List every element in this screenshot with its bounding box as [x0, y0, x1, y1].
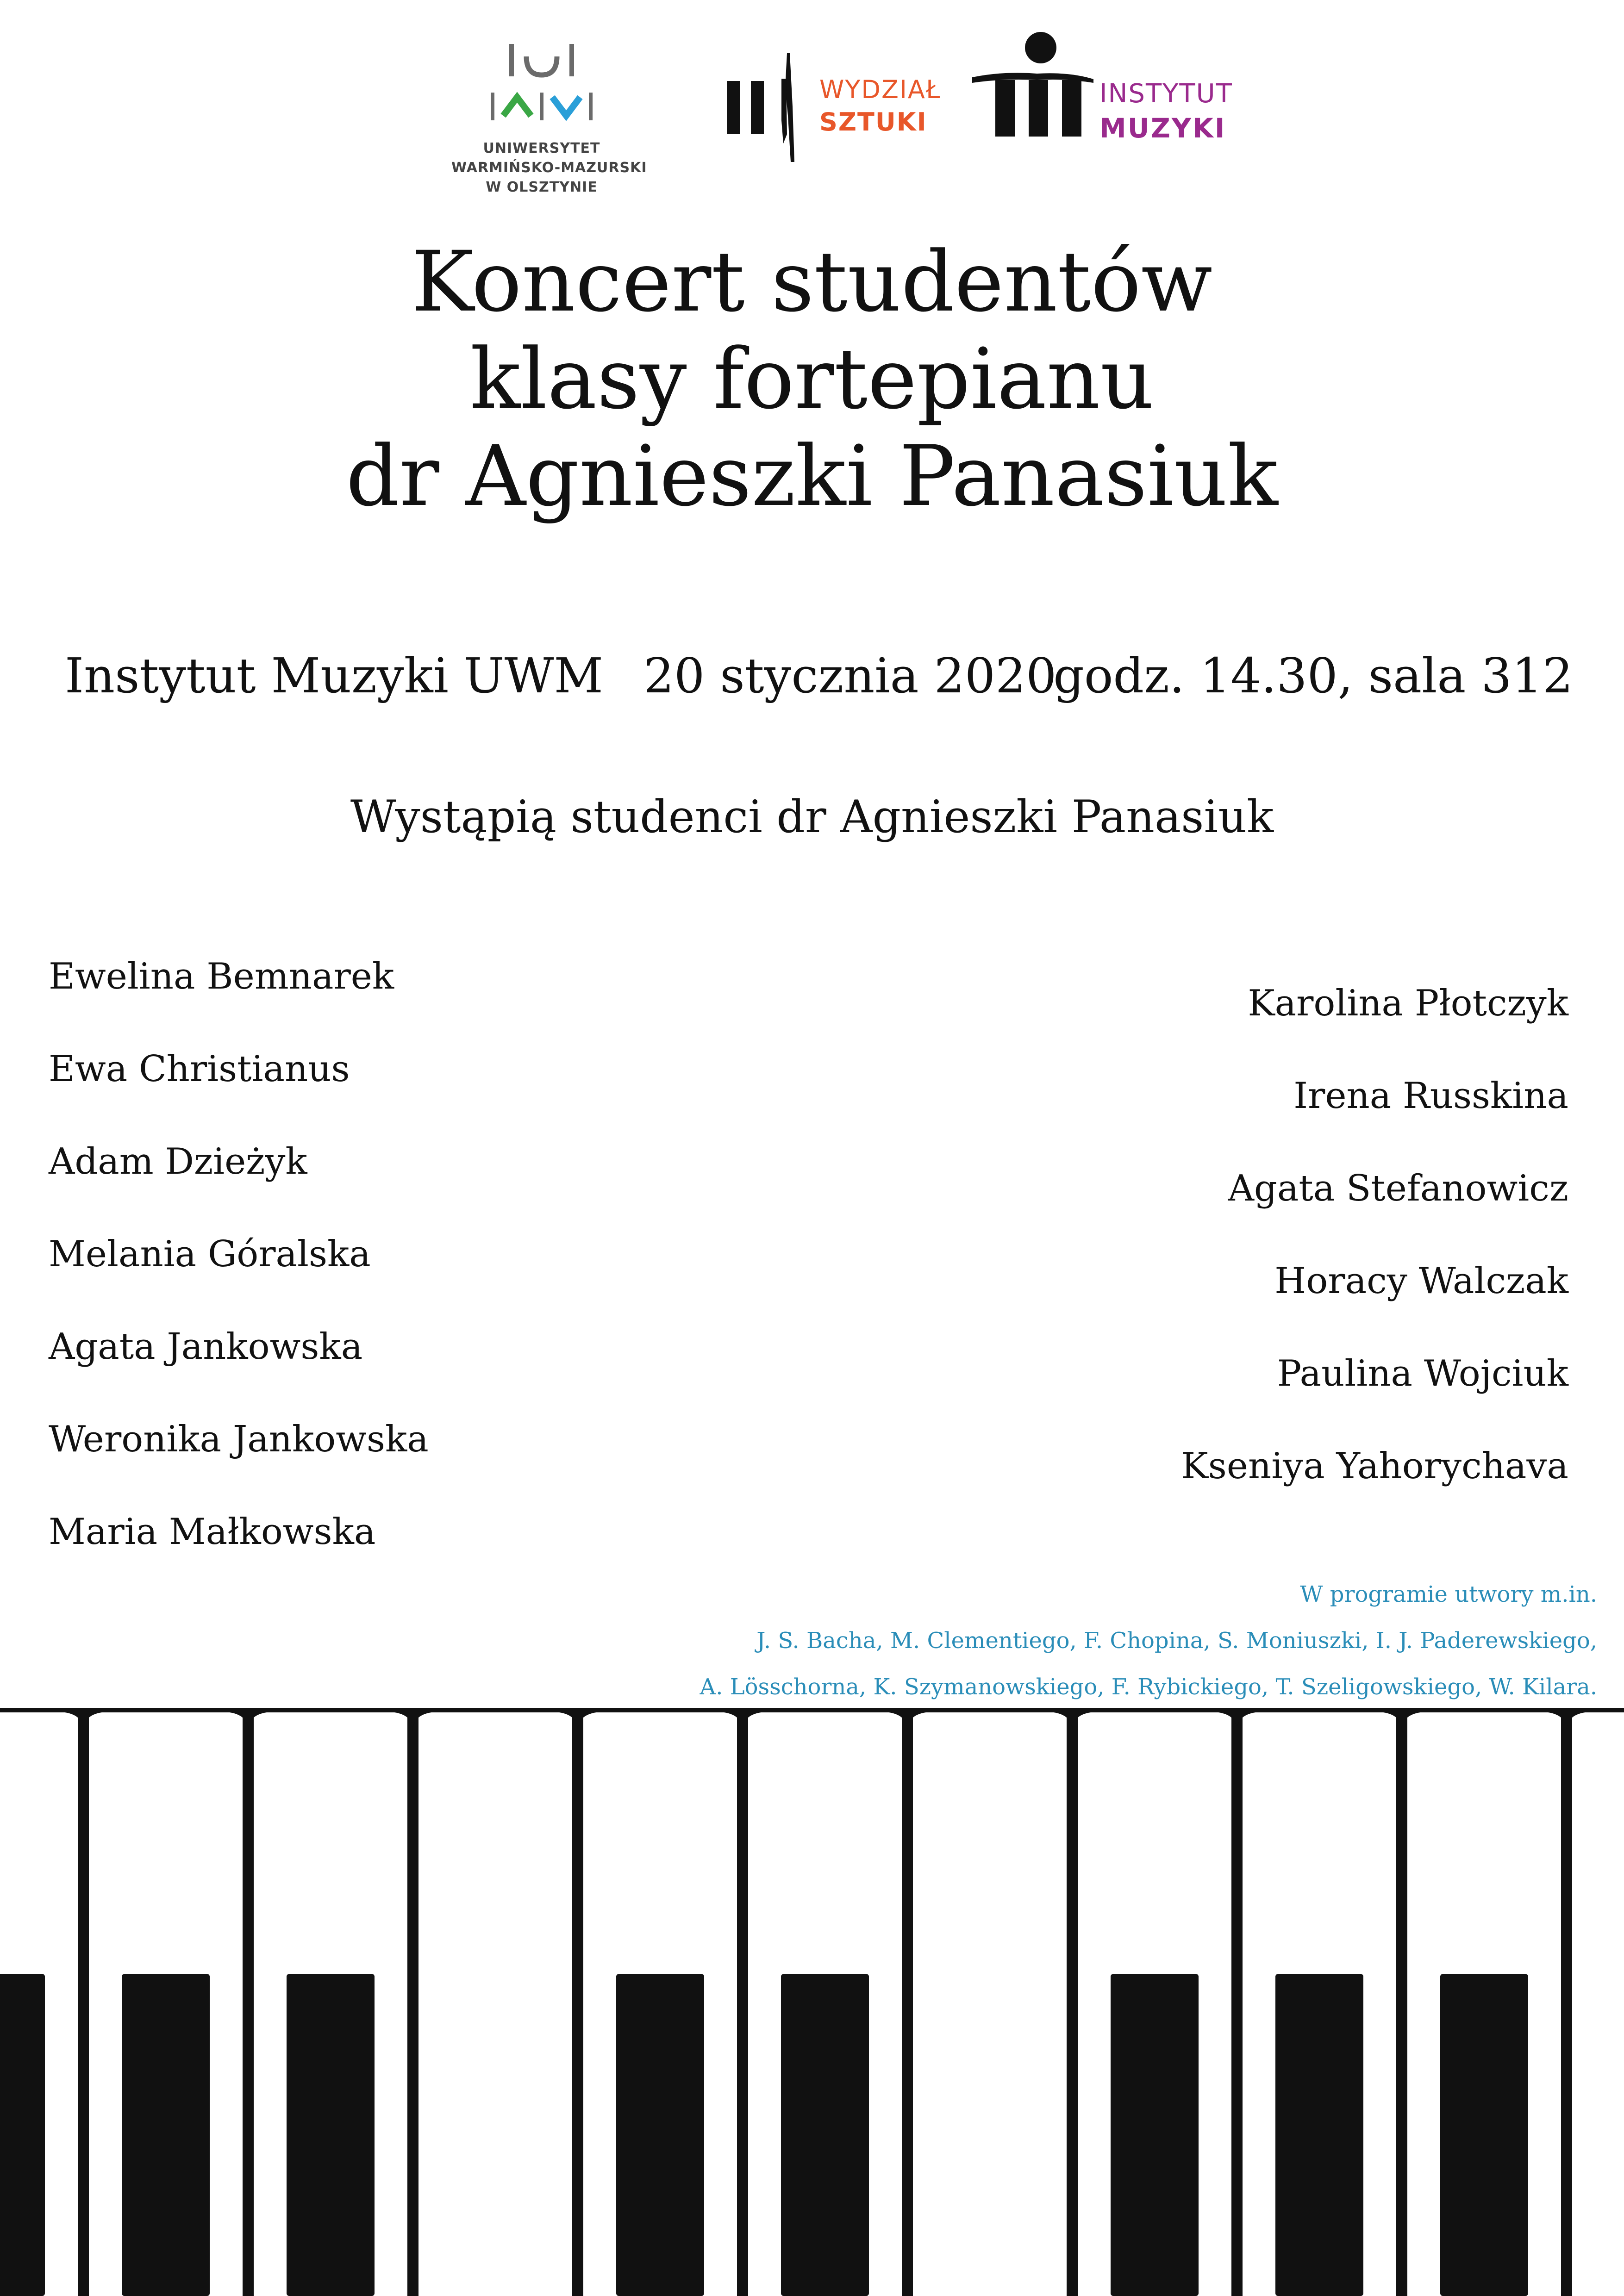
black-key [0, 1974, 45, 2296]
student-name: Adam Dzieżyk [49, 1141, 307, 1182]
key-separator [1396, 1708, 1407, 2296]
key-separator-cap [1548, 1712, 1585, 1731]
black-key [616, 1974, 704, 2296]
event-date: 20 stycznia 2020 [643, 647, 1057, 704]
key-separator-cap [65, 1712, 102, 1731]
student-name: Kseniya Yahorychava [1181, 1445, 1568, 1487]
key-separator [1067, 1708, 1078, 2296]
key-separator [572, 1708, 583, 2296]
student-name: Karolina Płotczyk [1248, 983, 1568, 1024]
key-separator [737, 1708, 748, 2296]
program-line-2: J. S. Bacha, M. Clementiego, F. Chopina, S. Moniuszki, I. J. Paderewskiego, [756, 1628, 1597, 1654]
black-key [781, 1974, 869, 2296]
sztuki-label: SZTUKI [819, 107, 927, 137]
event-time: godz. 14.30, sala 312 [1053, 647, 1573, 704]
student-name: Ewa Christianus [49, 1048, 350, 1090]
student-name: Maria Małkowska [49, 1511, 376, 1553]
uwm-logo [451, 42, 647, 204]
uwm-name-line-3: W OLSZTYNIE [486, 179, 598, 195]
key-separator [902, 1708, 913, 2296]
uwm-name-line-2: WARMIŃSKO-MAZURSKI [451, 160, 647, 176]
student-name: Irena Russkina [1293, 1075, 1568, 1117]
program-line-3: A. Lösschorna, K. Szymanowskiego, F. Rybickiego, T. Szeligowskiego, W. Kilara. [700, 1674, 1597, 1700]
event-place: Instytut Muzyki UWM [65, 647, 603, 704]
key-separator [1561, 1708, 1572, 2296]
key-separator [243, 1708, 254, 2296]
title-line-2: klasy fortepianu [470, 331, 1154, 428]
performers-heading: Wystąpią studenci dr Agnieszki Panasiuk [350, 791, 1274, 843]
instytut-label: INSTYTUT [1099, 79, 1233, 109]
key-separator-cap [1383, 1712, 1420, 1731]
wydzial-label: WYDZIAŁ [819, 75, 941, 104]
student-name: Weronika Jankowska [49, 1419, 429, 1460]
black-key [1440, 1974, 1528, 2296]
students-left-column [49, 930, 429, 1578]
key-separator-cap [1054, 1712, 1091, 1731]
instytut-muzyki-logo [972, 25, 1250, 155]
student-name: Ewelina Bemnarek [49, 956, 394, 997]
uwm-name [451, 139, 647, 197]
piano-keyboard [0, 1708, 1624, 2296]
key-separator-cap [1218, 1712, 1255, 1731]
black-key [1111, 1974, 1199, 2296]
wydzial-sztuki-logo [727, 51, 958, 167]
student-name: Agata Jankowska [49, 1326, 363, 1368]
muzyki-label: MUZYKI [1099, 112, 1226, 144]
black-key [1275, 1974, 1363, 2296]
concert-title [0, 234, 1624, 525]
title-line-3: dr Agnieszki Panasiuk [346, 428, 1278, 525]
key-separator [78, 1708, 89, 2296]
program-note [700, 1571, 1597, 1710]
student-name: Paulina Wojciuk [1277, 1353, 1568, 1394]
program-line-1: W programie utwory m.in. [1300, 1581, 1597, 1607]
key-separator-cap [889, 1712, 926, 1731]
key-separator [1231, 1708, 1243, 2296]
wydzial-sztuki-bars-icon [727, 51, 810, 167]
student-name: Agata Stefanowicz [1228, 1168, 1568, 1209]
key-separator-cap [559, 1712, 596, 1731]
key-separator-cap [724, 1712, 761, 1731]
black-key [287, 1974, 375, 2296]
key-separator [407, 1708, 418, 2296]
student-name: Melania Góralska [49, 1233, 371, 1275]
title-line-1: Koncert studentów [412, 234, 1212, 330]
uwm-name-line-1: UNIWERSYTET [483, 140, 600, 156]
uwm-emblem-icon [488, 42, 595, 134]
black-key [122, 1974, 210, 2296]
key-separator-cap [230, 1712, 267, 1731]
instytut-muzyki-figure-icon [972, 25, 1097, 146]
students-right-column [1181, 957, 1568, 1512]
student-name: Horacy Walczak [1274, 1260, 1568, 1302]
key-separator-cap [394, 1712, 431, 1731]
